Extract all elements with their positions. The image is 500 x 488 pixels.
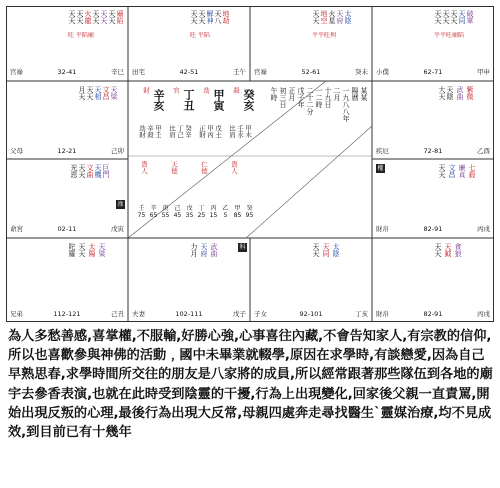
birth-info-line: 二十二分 bbox=[306, 87, 314, 115]
palace-footer bbox=[132, 68, 246, 76]
hua-badge: 科 bbox=[239, 244, 246, 251]
star-column: 天相 bbox=[94, 86, 102, 100]
palace-ganzhi: 戊子 bbox=[233, 310, 246, 318]
star-state-line: 平平旺廟陷 bbox=[434, 32, 465, 39]
palace-footer bbox=[254, 310, 368, 318]
star-state-line: 旺 平陷 bbox=[190, 32, 210, 39]
palace-footer bbox=[10, 68, 124, 76]
palace-bottom-1 bbox=[8, 241, 126, 320]
pillar-ganzhi: 辛亥 bbox=[152, 89, 165, 111]
pillar-ganzhi: 癸亥 bbox=[242, 89, 255, 111]
star-column: 天陰 bbox=[446, 86, 454, 100]
decade-cell: 己 45 bbox=[173, 205, 182, 219]
house-name: 小僕 bbox=[376, 68, 389, 76]
palace-footer bbox=[254, 68, 368, 76]
house-name: 財帛 bbox=[376, 310, 389, 318]
pillar-head: 殺 bbox=[232, 87, 240, 94]
palace-ganzhi: 己丑 bbox=[111, 310, 124, 318]
hua-badge: 權 bbox=[377, 165, 384, 172]
star-column: 太陽 bbox=[88, 243, 96, 257]
palace-age: 62-71 bbox=[423, 68, 443, 76]
star-column: 天府 bbox=[336, 10, 344, 24]
star-column: 巨門 bbox=[102, 164, 110, 178]
birth-info-line: 陽曆 bbox=[351, 87, 359, 101]
star-state-line: 旺 平陷廟 bbox=[68, 32, 94, 39]
star-column: 天天 bbox=[108, 10, 116, 24]
palace-top-4 bbox=[374, 8, 492, 78]
star-column: 天天 bbox=[78, 243, 86, 257]
star-column: 天鉞 bbox=[444, 243, 452, 257]
star-column: 天天 bbox=[190, 10, 198, 24]
pillar-ganzhi: 丁丑 bbox=[182, 89, 195, 111]
palace-age: 42-51 bbox=[179, 68, 199, 76]
birth-info-line: 正月 bbox=[288, 87, 296, 101]
pillar-detail: 壬水 bbox=[236, 125, 244, 138]
palace-left-3 bbox=[8, 162, 126, 235]
palace-footer bbox=[10, 147, 124, 155]
decade-cell: 乙 5 bbox=[222, 205, 229, 219]
pillar-tag: 貴人 bbox=[140, 161, 148, 174]
star-column: 天梁 bbox=[110, 86, 118, 100]
star-column: 天機 bbox=[94, 164, 102, 178]
ziwei-chart bbox=[6, 6, 494, 322]
pillar-detail: 比肩 bbox=[228, 125, 236, 138]
pillar-detail: 比肩 bbox=[168, 125, 176, 138]
pillar-tag: 天德 bbox=[170, 161, 178, 174]
palace-footer bbox=[132, 310, 246, 318]
house-name: 父母 bbox=[10, 147, 23, 155]
star-column: 廉貞 bbox=[458, 164, 466, 178]
decade-cell: 丁 25 bbox=[197, 205, 206, 219]
palace-right-3 bbox=[374, 162, 492, 235]
palace-footer bbox=[376, 225, 490, 233]
star-column: 天同 bbox=[458, 10, 466, 24]
palace-footer bbox=[10, 225, 124, 233]
palace-left-2 bbox=[8, 84, 126, 157]
palace-age: 112-121 bbox=[53, 310, 81, 318]
birth-info-line: 二月 bbox=[333, 87, 341, 101]
star-column: 天天 bbox=[78, 164, 86, 178]
star-column: 力月 bbox=[190, 243, 198, 257]
pillar-detail: 癸辛 bbox=[184, 125, 192, 138]
star-column: 天八 bbox=[214, 10, 222, 24]
house-name: 官祿 bbox=[10, 68, 23, 76]
palace-footer bbox=[10, 310, 124, 318]
star-column: 地劫 bbox=[222, 10, 230, 24]
house-name: 子女 bbox=[254, 310, 267, 318]
palace-top-2 bbox=[130, 8, 248, 78]
birth-info-line: 一九八八年 bbox=[342, 87, 350, 122]
birth-info-line: 十九日 bbox=[324, 87, 332, 108]
pillar-tag: 貴人 bbox=[230, 161, 238, 174]
palace-age: 72-81 bbox=[423, 147, 443, 155]
palace-age: 52-61 bbox=[301, 68, 321, 76]
decade-cell: 丙 15 bbox=[209, 205, 218, 219]
palace-top-1 bbox=[8, 8, 126, 78]
star-column: 文昌 bbox=[448, 164, 456, 178]
star-column: 破軍 bbox=[466, 10, 474, 24]
birth-info-line: 午時 bbox=[270, 87, 278, 101]
birth-info-line: 一二時 bbox=[315, 87, 323, 108]
star-column: 陀羅 bbox=[68, 243, 76, 257]
house-name: 兄弟 bbox=[10, 310, 23, 318]
decade-cell: 辛 65 bbox=[149, 205, 158, 219]
palace-top-3 bbox=[252, 8, 370, 78]
star-column: 月天 bbox=[78, 86, 86, 100]
star-column: 太陰 bbox=[344, 10, 352, 24]
palace-age: 32-41 bbox=[57, 68, 77, 76]
star-column: 天天 bbox=[76, 10, 84, 24]
palace-age: 02-11 bbox=[57, 225, 77, 233]
palace-ganzhi: 癸未 bbox=[355, 68, 368, 76]
house-name: 財帛 bbox=[376, 225, 389, 233]
palace-right-2 bbox=[374, 84, 492, 157]
star-column: 天天 bbox=[450, 10, 458, 24]
palace-age: 82-91 bbox=[423, 225, 443, 233]
pillar-detail: 劫財 bbox=[138, 125, 146, 138]
palace-bottom-3 bbox=[252, 241, 370, 320]
birth-info-line: 初三日 bbox=[279, 87, 287, 108]
star-column: 天天 bbox=[434, 243, 442, 257]
star-column: 天同 bbox=[322, 243, 330, 257]
star-column: 解神 bbox=[206, 10, 214, 24]
star-column: 天府 bbox=[200, 243, 208, 257]
palace-ganzhi: 丙戌 bbox=[477, 310, 490, 318]
palace-ganzhi: 己卯 bbox=[111, 147, 124, 155]
pillar-head: 官 bbox=[172, 87, 180, 94]
house-name: 官祿 bbox=[254, 68, 267, 76]
star-column: 火星 bbox=[328, 10, 336, 24]
star-column: 火龍 bbox=[84, 10, 92, 24]
star-column: 太陰 bbox=[332, 243, 340, 257]
palace-bottom-4 bbox=[374, 241, 492, 320]
palace-footer bbox=[376, 310, 490, 318]
pillar-detail: 戊土 bbox=[214, 125, 222, 138]
decade-cell: 癸 95 bbox=[245, 205, 254, 219]
palace-age: 82-91 bbox=[423, 310, 443, 318]
house-name: 命宮 bbox=[10, 225, 23, 233]
star-column: 貪狼 bbox=[454, 243, 462, 257]
star-column: 天天 bbox=[312, 243, 320, 257]
star-column: 武曲 bbox=[456, 86, 464, 100]
house-name: 疾厄 bbox=[376, 147, 389, 155]
star-column: 天天 bbox=[434, 10, 442, 24]
pillar-detail: 辛殺 bbox=[146, 125, 154, 138]
star-column: 文曲 bbox=[86, 164, 94, 178]
palace-ganzhi: 丁亥 bbox=[355, 310, 368, 318]
palace-ganzhi: 乙酉 bbox=[477, 147, 490, 155]
house-name: 夫妻 bbox=[132, 310, 145, 318]
star-column: 天天 bbox=[86, 86, 94, 100]
pillar-tag: 仁德 bbox=[200, 161, 208, 174]
palace-ganzhi: 辛巳 bbox=[111, 68, 124, 76]
pillar-head: 財 bbox=[142, 87, 150, 94]
pillar-detail: 甲丙 bbox=[206, 125, 214, 138]
star-column: 武曲 bbox=[210, 243, 218, 257]
chart-center-panel bbox=[128, 81, 372, 238]
decade-cell: 戊 35 bbox=[185, 205, 194, 219]
star-column: 紫微 bbox=[466, 86, 474, 100]
palace-ganzhi: 甲申 bbox=[477, 68, 490, 76]
palace-age: 102-111 bbox=[175, 310, 203, 318]
birth-info-line: 某某 bbox=[360, 87, 368, 101]
star-column: 天天 bbox=[442, 10, 450, 24]
palace-age: 92-101 bbox=[299, 310, 323, 318]
birth-info-line: 戊子年 bbox=[297, 87, 305, 108]
palace-ganzhi: 丙戌 bbox=[477, 225, 490, 233]
star-column: 天天 bbox=[198, 10, 206, 24]
star-column: 天梁 bbox=[98, 243, 106, 257]
palace-footer bbox=[376, 147, 490, 155]
palace-ganzhi: 壬午 bbox=[233, 68, 246, 76]
palace-bottom-2 bbox=[130, 241, 248, 320]
pillar-detail: 甲壬 bbox=[154, 125, 162, 138]
star-column: 天天 bbox=[100, 10, 108, 24]
decade-cell: 壬 75 bbox=[137, 205, 146, 219]
star-column: 光恩 bbox=[70, 164, 78, 178]
star-column: 文昌 bbox=[102, 86, 110, 100]
pillar-detail: 正財 bbox=[198, 125, 206, 138]
star-state-line: 平平旺利 bbox=[312, 32, 337, 39]
pillar-head: 劫 bbox=[202, 87, 210, 94]
star-column: 大天 bbox=[438, 86, 446, 100]
pillar-ganzhi: 甲寅 bbox=[212, 89, 225, 111]
reading-paragraph: 為人多愁善感,喜掌權,不服輸,好勝心強,心事喜往內藏,不會告知家人,有宗教的信仰,所以也喜歡參與神佛的活動﹐國中未畢業就輟學,原因在求學時,有談戀愛,因為自己早熟思春,求學時間所交往的朋友是八家將的成員,所以經常跟著那些隊伍到各地的廟宇去參香表演,也就在此時受到陰靈的干擾,行為上出現變化,回家後父親一直責罵,開始出現反叛的心理,最後行為出現大反常,母親四處奔走尋找醫生`靈媒治療,均不見成效,到目前已有十幾年 bbox=[8, 329, 493, 441]
pillar-detail: 丁己 bbox=[176, 125, 184, 138]
star-column: 廟陷 bbox=[116, 10, 124, 24]
palace-footer bbox=[376, 68, 490, 76]
house-name: 田宅 bbox=[132, 68, 145, 76]
pillar-detail: 甲木 bbox=[244, 125, 252, 138]
star-column: 天天 bbox=[438, 164, 446, 178]
star-column: 地空 bbox=[320, 10, 328, 24]
star-column: 天天 bbox=[312, 10, 320, 24]
star-column: 天天 bbox=[92, 10, 100, 24]
star-column: 七殺 bbox=[468, 164, 476, 178]
hua-badge: 祿 bbox=[117, 201, 124, 208]
palace-age: 12-21 bbox=[57, 147, 77, 155]
decade-cell: 甲 85 bbox=[233, 205, 242, 219]
decade-cell: 庚 55 bbox=[161, 205, 170, 219]
star-column: 天天 bbox=[68, 10, 76, 24]
palace-ganzhi: 戊寅 bbox=[111, 225, 124, 233]
